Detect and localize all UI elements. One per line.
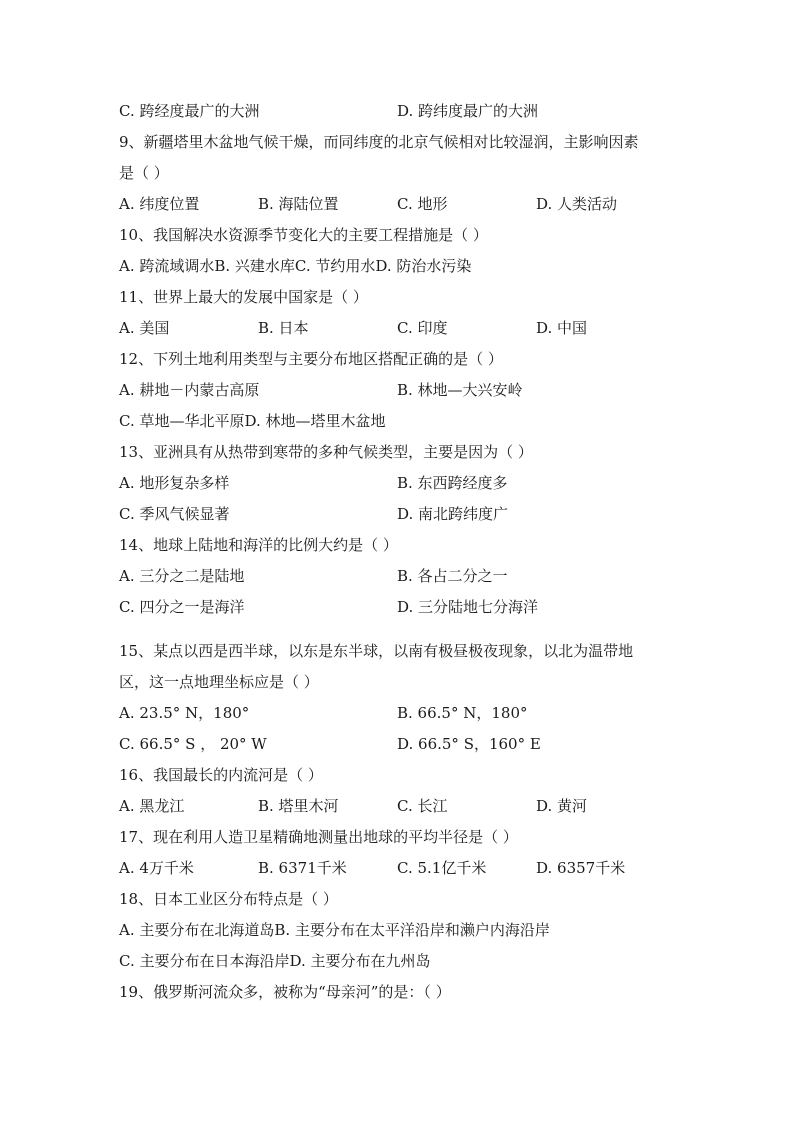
question-10: 10、我国解决水资源季节变化大的主要工程措施是（ ）	[119, 226, 488, 244]
question-16: 16、我国最长的内流河是（ ）	[119, 766, 323, 784]
question-15-cont: 区，这一点地理坐标应是（ ）	[119, 673, 319, 691]
option-c: C. 印度	[397, 319, 448, 337]
question-19: 19、俄罗斯河流众多，被称为“母亲河”的是：（ ）	[119, 983, 451, 1001]
option-c: C. 四分之一是海洋	[119, 598, 245, 616]
option-row	[119, 703, 719, 723]
option-b: B. 66.5° N，180°	[397, 704, 528, 722]
option-row	[119, 796, 719, 816]
options-12-cd: C. 草地—华北平原D. 林地—塔里木盆地	[119, 412, 386, 430]
option-b: B. 海陆位置	[258, 195, 339, 213]
question-12: 12、下列土地利用类型与主要分布地区搭配正确的是（ ）	[119, 350, 503, 368]
option-a: A. 纬度位置	[119, 195, 200, 213]
option-a: A. 23.5° N，180°	[119, 704, 250, 722]
option-a: A. 三分之二是陆地	[119, 567, 245, 585]
option-b: B. 6371千米	[258, 859, 347, 877]
option-row	[119, 566, 719, 586]
option-c: C. 66.5° S ， 20° W	[119, 735, 267, 753]
options-18-cd: C. 主要分布在日本海沿岸D. 主要分布在九州岛	[119, 952, 431, 970]
option-a: A. 地形复杂多样	[119, 474, 230, 492]
option-d: D. 跨纬度最广的大洲	[397, 102, 539, 120]
option-row	[119, 380, 719, 400]
option-row	[119, 597, 719, 617]
option-d: D. 人类活动	[536, 195, 618, 213]
option-b: B. 各占二分之一	[397, 567, 508, 585]
option-row	[119, 318, 719, 338]
option-a: A. 耕地－内蒙古高原	[119, 381, 260, 399]
question-9: 9、新疆塔里木盆地气候干燥，而同纬度的北京气候相对比较湿润，主影响因素	[119, 133, 639, 151]
question-13: 13、亚洲具有从热带到寒带的多种气候类型，主要是因为（ ）	[119, 443, 533, 461]
question-9-cont: 是（ ）	[119, 164, 169, 182]
option-a: A. 4万千米	[119, 859, 194, 877]
option-row	[119, 858, 719, 878]
question-14: 14、地球上陆地和海洋的比例大约是（ ）	[119, 536, 398, 554]
option-a: A. 黑龙江	[119, 797, 185, 815]
option-d: D. 中国	[536, 319, 588, 337]
option-c: C. 5.1亿千米	[397, 859, 487, 877]
options-18-ab: A. 主要分布在北海道岛B. 主要分布在太平洋沿岸和濑户内海沿岸	[119, 921, 550, 939]
option-c: C. 季风气候显著	[119, 505, 230, 523]
option-d: D. 三分陆地七分海洋	[397, 598, 539, 616]
option-b: B. 日本	[258, 319, 309, 337]
option-d: D. 66.5° S，160° E	[397, 735, 541, 753]
option-d: D. 6357千米	[536, 859, 626, 877]
option-c: C. 长江	[397, 797, 448, 815]
question-18: 18、日本工业区分布特点是（ ）	[119, 890, 338, 908]
options-10: A. 跨流域调水B. 兴建水库C. 节约用水D. 防治水污染	[119, 257, 472, 275]
option-row	[119, 473, 719, 493]
option-d: D. 黄河	[536, 797, 588, 815]
option-row	[119, 101, 719, 121]
question-17: 17、现在利用人造卫星精确地测量出地球的平均半径是（ ）	[119, 828, 518, 846]
option-c: C. 跨经度最广的大洲	[119, 102, 260, 120]
option-row	[119, 504, 719, 524]
question-15: 15、某点以西是西半球，以东是东半球，以南有极昼极夜现象，以北为温带地	[119, 642, 634, 660]
option-row	[119, 734, 719, 754]
option-b: B. 塔里木河	[258, 797, 339, 815]
option-d: D. 南北跨纬度广	[397, 505, 509, 523]
option-b: B. 林地—大兴安岭	[397, 381, 523, 399]
option-c: C. 地形	[397, 195, 448, 213]
option-a: A. 美国	[119, 319, 170, 337]
question-11: 11、世界上最大的发展中国家是（ ）	[119, 288, 368, 306]
option-row	[119, 194, 719, 214]
option-b: B. 东西跨经度多	[397, 474, 508, 492]
